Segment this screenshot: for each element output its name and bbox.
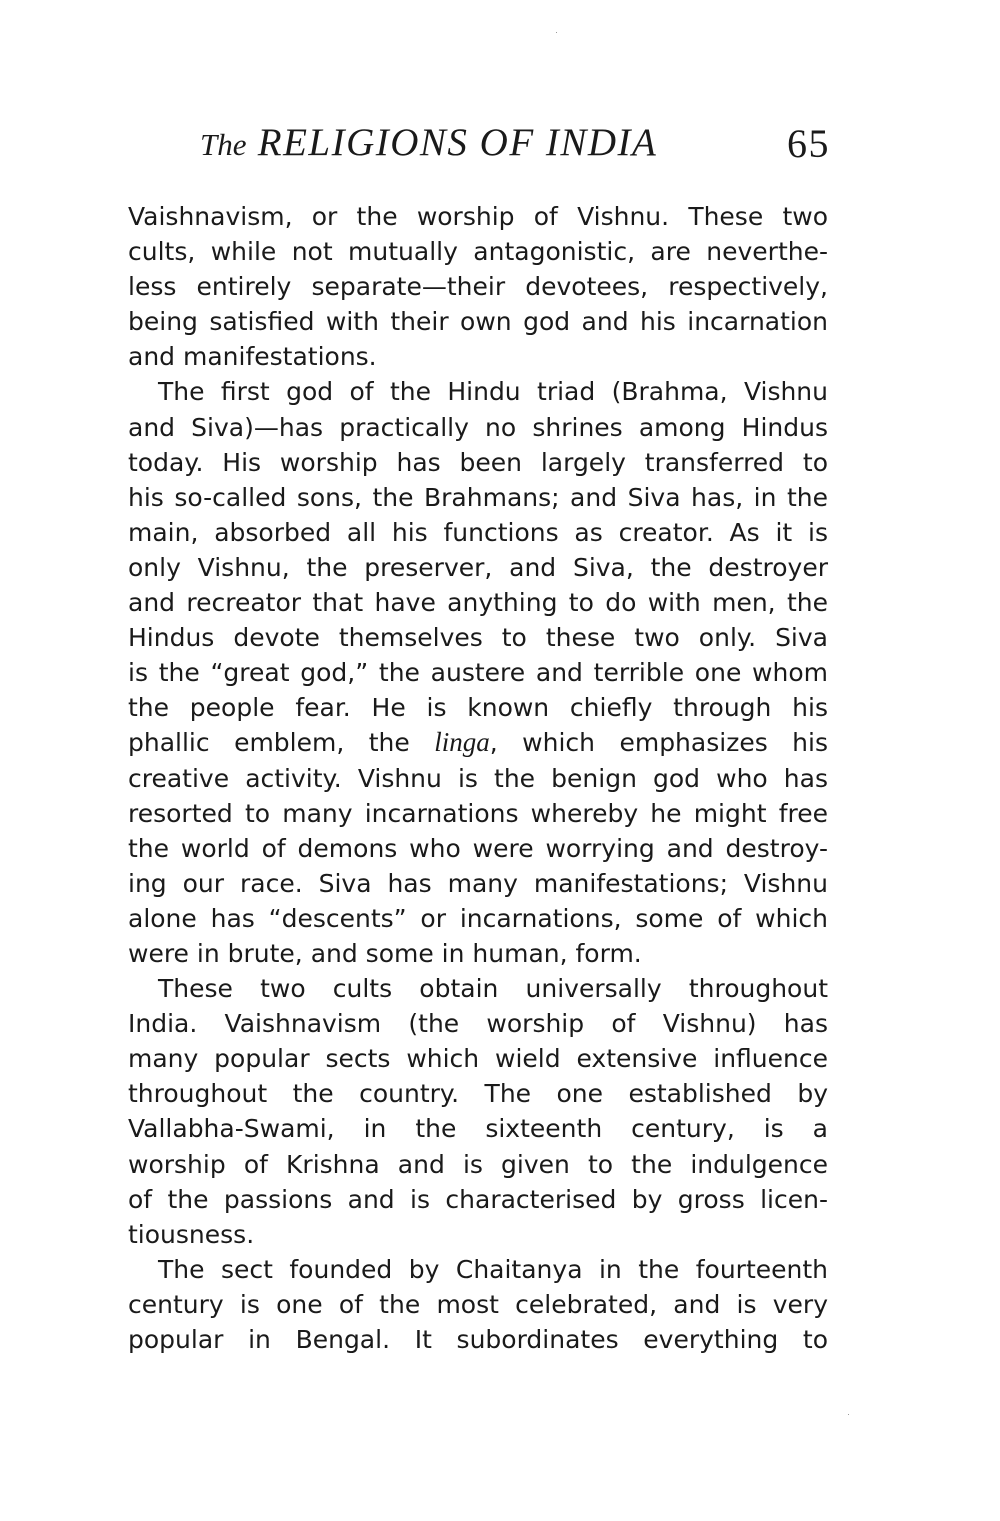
text-line: phallic emblem, the linga, which emphasizes his xyxy=(128,727,828,758)
running-head xyxy=(200,120,830,180)
text-line: cults, while not mutually antagonistic, are neverthe- xyxy=(128,237,828,267)
text-line: and Siva)—has practically no shrines among Hindus xyxy=(128,412,828,442)
text-line: popular in Bengal. It subordinates everything to xyxy=(128,1325,828,1354)
text-line: throughout the country. The one established by xyxy=(128,1079,828,1109)
text-line: ing our race. Siva has many manifestations; Vishnu xyxy=(128,868,828,898)
text-line: alone has “descents” or incarnations, some of which xyxy=(128,903,828,933)
text-line: Hindus devote themselves to these two only. Siva xyxy=(128,623,828,653)
text-line: The sect founded by Chaitanya in the fourteenth xyxy=(158,1254,828,1284)
text-line: the people fear. He is known chiefly through his xyxy=(128,693,828,723)
text-line: India. Vaishnavism (the worship of Vishnu) has xyxy=(128,1009,828,1039)
text-line: less entirely separate—their devotees, respectively, xyxy=(128,272,828,302)
text-line: and manifestations. xyxy=(128,342,377,372)
text-line: Vallabha-Swami, in the sixteenth century, is a xyxy=(128,1114,828,1144)
running-head-prefix: The xyxy=(200,127,247,162)
text-line: century is one of the most celebrated, and is very xyxy=(128,1289,828,1319)
scan-speck xyxy=(556,32,557,33)
text-line: the world of demons who were worrying and destroy- xyxy=(128,833,828,863)
text-line: his so-called sons, the Brahmans; and Siva has, in the xyxy=(128,482,828,512)
text-line: today. His worship has been largely transferred to xyxy=(128,447,828,477)
italic-term: linga xyxy=(434,727,490,758)
text-line: tiousness. xyxy=(128,1219,255,1249)
text-line: being satisfied with their own god and his incarnation xyxy=(128,307,828,337)
text-line: main, absorbed all his functions as creator. As it is xyxy=(128,517,828,547)
text-line: creative activity. Vishnu is the benign god who has xyxy=(128,763,828,793)
scan-speck xyxy=(848,1414,849,1415)
text-line: is the “great god,” the austere and terrible one whom xyxy=(128,658,828,688)
text-line: and recreator that have anything to do with men, the xyxy=(128,588,828,618)
text-line: of the passions and is characterised by gross licen- xyxy=(128,1184,828,1214)
text-line: were in brute, and some in human, form. xyxy=(128,938,642,968)
text-line: The first god of the Hindu triad (Brahma, Vishnu xyxy=(158,377,828,407)
text-line: Vaishnavism, or the worship of Vishnu. These two xyxy=(128,202,828,231)
text-line: only Vishnu, the preserver, and Siva, the destroyer xyxy=(128,552,828,582)
text-line: These two cults obtain universally throughout xyxy=(158,974,828,1004)
text-line: resorted to many incarnations whereby he might free xyxy=(128,798,828,828)
text-line: worship of Krishna and is given to the indulgence xyxy=(128,1149,828,1179)
page-number: 65 xyxy=(787,121,830,166)
running-head-title: RELIGIONS OF INDIA xyxy=(257,121,658,164)
text-line: many popular sects which wield extensive influence xyxy=(128,1044,828,1074)
body-text xyxy=(128,199,828,1357)
